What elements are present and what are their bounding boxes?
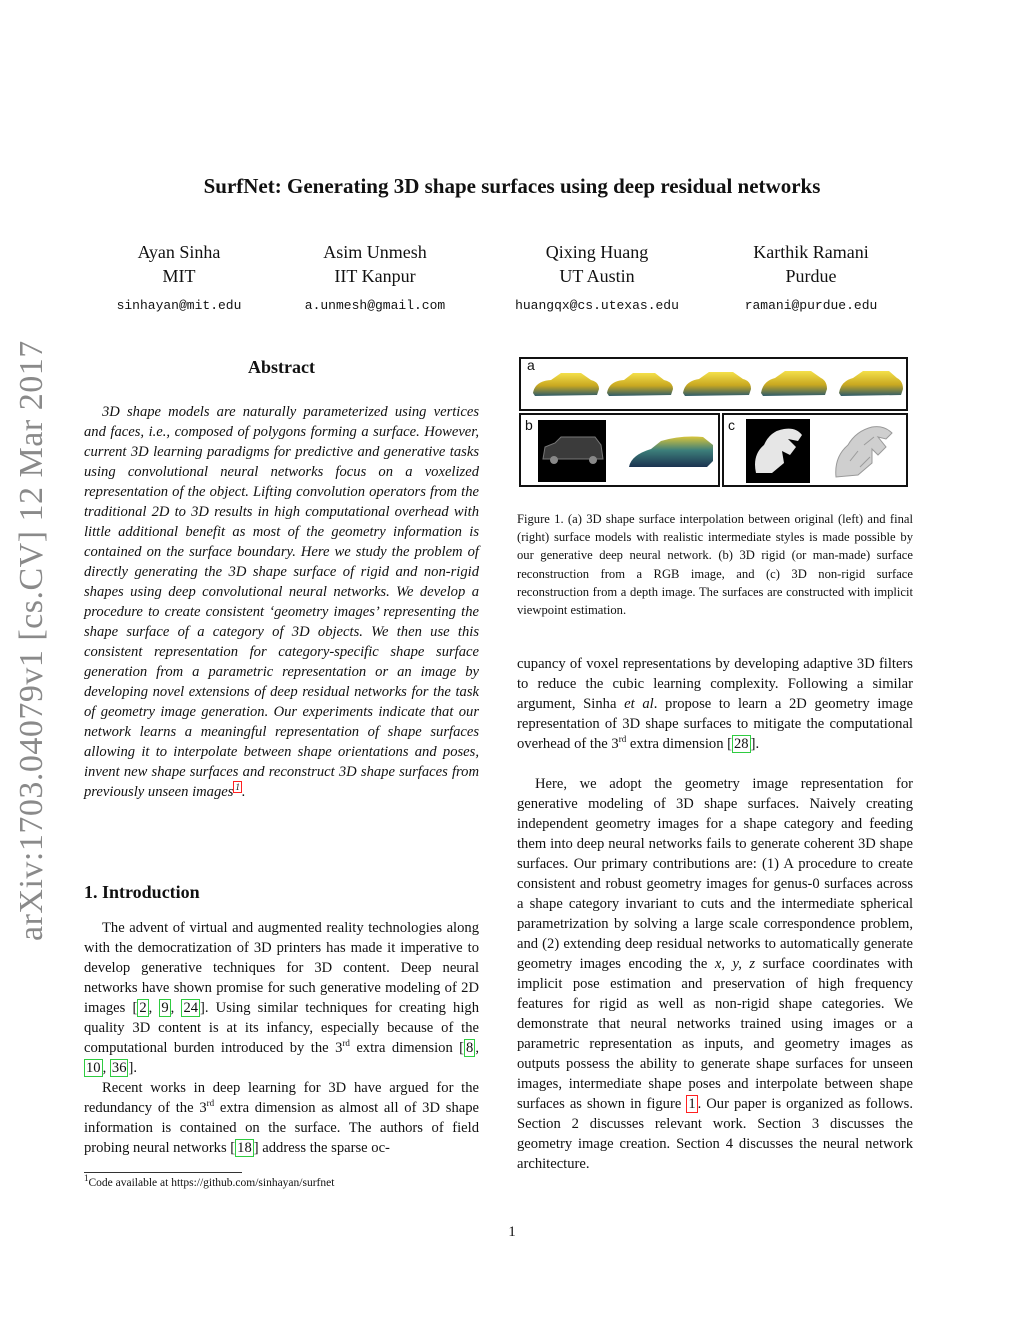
right-column-paragraph <box>517 774 913 1174</box>
footnote-rule <box>84 1172 242 1173</box>
author-name: Ayan Sinha <box>137 242 221 262</box>
panel-label: b <box>525 417 533 433</box>
citation-link[interactable]: 28 <box>734 736 749 752</box>
author-affiliation: UT Austin <box>559 266 635 286</box>
superscript: rd <box>618 734 627 745</box>
text-run: The advent of virtual and augmented reality technologies along with the democratization of 3D printers has made it imperative to develop generative techniques for 3D content. Deep neural networks have shown promise for such generative modeling of 2D images [ <box>84 920 479 1016</box>
citation-link[interactable]: 18 <box>237 1140 252 1156</box>
car-model-icon <box>839 371 903 396</box>
text-run: Recent works in deep learning for 3D have argued for the redundancy of the 3 <box>84 1080 479 1116</box>
text-run: . Our paper is organized as follows. Section 2 discusses relevant work. Section 3 discusses the geometry image creation. Section 4 discusses the neural network architecture. <box>517 1096 913 1172</box>
abstract-body <box>84 402 479 802</box>
text-run: Here, we adopt the geometry image representation for generative modeling of 3D shape surfaces. Naively creating independent geometry images for a shape category and feeding them into deep neural networks fails to generate coherent 3D shape surfaces. Our primary contributions are: (1) A procedure to create consistent and robust geometry images for genus-0 surfaces across a shape category invariant to cuts and the intermediate spherical parametrization by solving a large scale correspondence problem, and (2) extending deep residual networks to automatically generate geometry images encoding the <box>517 776 913 972</box>
author-affiliation: MIT <box>162 266 196 286</box>
text-run: extra dimension [ <box>349 1040 465 1056</box>
figure-panel-a <box>519 357 908 411</box>
paper-title: SurfNet: Generating 3D shape surfaces using deep residual networks <box>203 174 821 198</box>
intro-paragraph <box>84 1078 479 1158</box>
text-run: x, y, z <box>714 956 756 972</box>
author-name: Asim Unmesh <box>323 242 427 262</box>
citation-link[interactable]: 10 <box>86 1060 101 1076</box>
text-run: extra dimension [ <box>626 736 732 752</box>
citation-link[interactable]: 2 <box>139 1000 147 1016</box>
author-email: sinhayan@mit.edu <box>116 298 242 313</box>
text-run: ]. <box>128 1060 137 1076</box>
superscript: rd <box>206 1098 215 1109</box>
panel-label: c <box>728 417 735 433</box>
author-email: huangqx@cs.utexas.edu <box>515 298 679 313</box>
author-block <box>701 240 921 318</box>
text-run: extra dimension as almost all of 3D shape information is contained on the surface. The authors of field probing neural networks [ <box>84 1100 479 1156</box>
citation-link[interactable]: 8 <box>466 1040 474 1056</box>
author-affiliation: IIT Kanpur <box>334 266 416 286</box>
suv-reconstruction-icon <box>521 415 718 485</box>
figure-panel-c <box>722 413 908 487</box>
right-column-paragraph <box>517 654 913 754</box>
car-model-icon <box>683 372 751 396</box>
section-heading: 1. Introduction <box>84 882 200 902</box>
text-run: ]. Using similar techniques for creating high quality 3D content is at its infancy, especially because of the computational burden introduced by the 3 <box>84 1000 479 1056</box>
footnote <box>84 1173 335 1189</box>
car-model-icon <box>607 373 673 396</box>
text-run: surface coordinates with implicit pose estimation and preservation of high frequency features for rigid as well as non-rigid shape categories. We demonstrate that neural networks trained using images or a parametric representation as inputs, and geometry images as outputs possess the ability to generate shape surfaces for unseen images, intermediate shape poses and interpolate between shape surfaces as shown in figure <box>517 956 913 1112</box>
text-run: ] address the sparse oc- <box>253 1140 390 1156</box>
car-interpolation-icon <box>521 359 906 409</box>
figure-link[interactable]: 1 <box>688 1096 696 1112</box>
abstract-heading: Abstract <box>248 357 315 377</box>
text-run: et al <box>624 696 654 712</box>
citation-link[interactable]: 24 <box>183 1000 199 1016</box>
car-model-icon <box>761 371 827 396</box>
introduction-body <box>84 918 479 1158</box>
hand-surface-model <box>836 427 892 477</box>
author-name: Karthik Ramani <box>753 242 869 262</box>
suv-surface-model <box>629 437 713 468</box>
superscript: rd <box>342 1038 350 1049</box>
footnote-ref[interactable]: 1 <box>235 782 240 793</box>
author-email: a.unmesh@gmail.com <box>304 298 446 313</box>
abstract-text: 3D shape models are naturally parameterized using vertices and faces, i.e., composed of polygons forming a surface. However, current 3D learning paradigms for predictive and generative tasks using convolutional neural networks focus on a voxelized representation of the object. Lifting convolution operators from the traditional 2D to 3D results in high computational overhead with little additional benefit as most of the geometry information is contained on the surface boundary. Here we study the problem of directly generating the 3D shape surface of rigid and non-rigid shapes using deep convolutional neural networks. We develop a procedure to create consistent ‘geometry images’ representing the shape surface of a category of 3D objects. We then use this consistent representation for category-specific shape surface generation from a parametric representation or an image by developing novel extensions of deep residual networks for the task of geometry image generation. Our experiments indicate that our network learns a meaningful representation of shape surfaces allowing it to interpolate between shape orientations and poses, invent new shape surfaces and reconstruct 3D shape surfaces from previously unseen images <box>84 404 479 800</box>
author-block <box>487 240 707 318</box>
figure-panel-b <box>519 413 720 487</box>
citation-link[interactable]: 9 <box>161 1000 169 1016</box>
arxiv-identifier: arXiv:1703.04079v1 [cs.CV] 12 Mar 2017 <box>13 340 50 941</box>
page-number: 1 <box>508 1224 516 1240</box>
footnote-text: Code available at https://github.com/sinhayan/surfnet <box>88 1177 335 1189</box>
text-run: cupancy of voxel representations by developing adaptive 3D filters to reduce the cubic learning complexity. Following a similar argument, Sinha <box>517 656 913 712</box>
text-run: ]. <box>750 736 760 752</box>
footnote-mark: 1 <box>84 1173 89 1184</box>
car-model-icon <box>533 373 599 396</box>
panel-label: a <box>527 357 535 373</box>
author-name: Qixing Huang <box>545 242 649 262</box>
abstract-end: . <box>241 784 246 800</box>
text-run: . propose to learn a 2D geometry image representation of 3D shape surfaces to mitigate the computational overhead of the 3 <box>517 696 913 752</box>
author-block <box>69 240 289 318</box>
intro-paragraph: The advent of virtual and augmented reality technologies along with the democratization of 3D printers has made it imperative to develop generative techniques for 3D content. Deep neural networks have shown promise for such generative modeling of 2D images [ 2 , 9 , 24 ]. Using similar techniques for creating high quality 3D content is at its infancy, especially because of the computational burden introduced by the 3rd extra dimension [ 8 , 10 , 36 ]. <box>84 920 479 1076</box>
hand-reconstruction-icon <box>724 415 906 485</box>
citation-link[interactable]: 36 <box>111 1060 127 1076</box>
author-block <box>265 240 485 318</box>
author-affiliation: Purdue <box>785 266 837 286</box>
author-email: ramani@purdue.edu <box>744 298 878 313</box>
figure-caption: Figure 1. (a) 3D shape surface interpolation between original (left) and final (right) surface models with realistic intermediate styles is made possible by our generative deep neural network. (b) 3D rigid (or man-made) surface reconstruction from a RGB image, and (c) 3D non-rigid surface reconstruction from a depth image. The surfaces are constructed with implicit viewpoint estimation. <box>517 512 913 618</box>
